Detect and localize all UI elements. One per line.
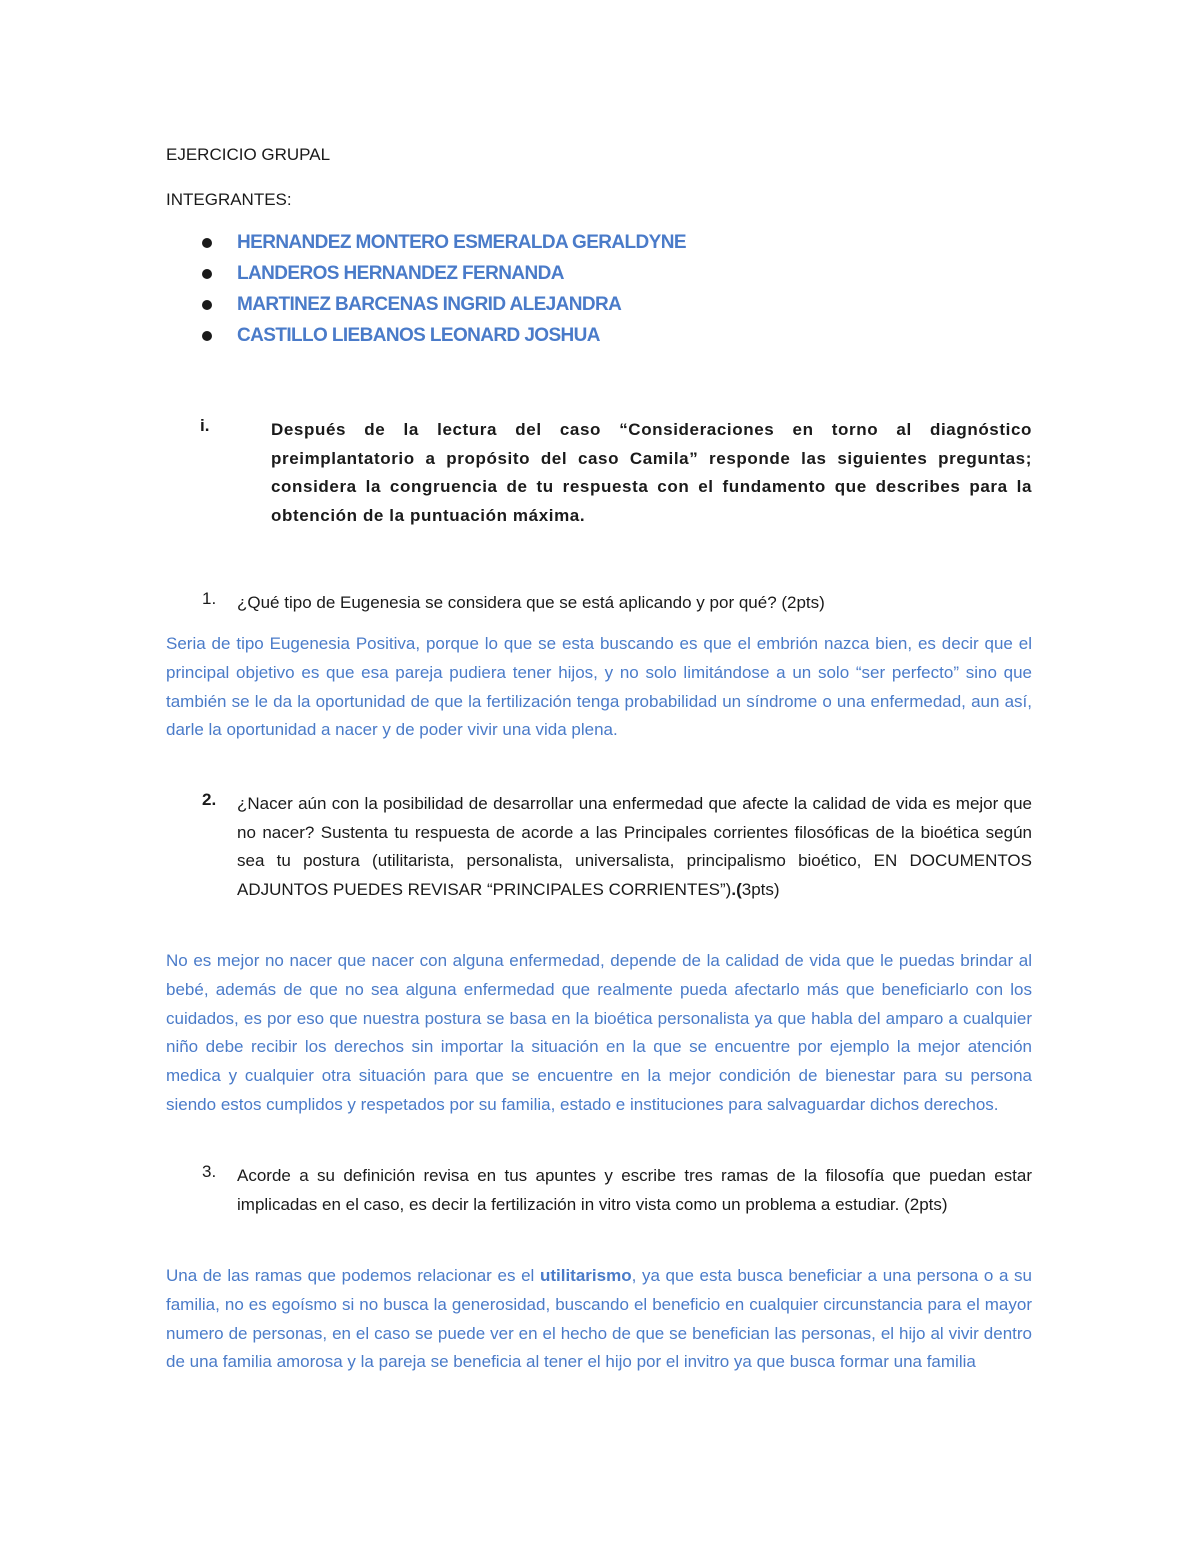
question-number: 2.: [202, 790, 217, 809]
bullet-icon: [202, 331, 212, 341]
list-item: [200, 230, 686, 261]
bullet-icon: [202, 300, 212, 310]
list-item: [200, 292, 686, 323]
answer-1: Seria de tipo Eugenesia Positiva, porque lo que se esta buscando es que el embrión nazca bien, es decir que el principal objetivo es que esa pareja pudiera tener hijos, y no solo limitándose a un solo “ser perfecto” sino que también se le da la oportunidad de que la fertilización tenga probabilidad un síndrome o una enfermedad, aun así, darle la oportunidad a nacer y de poder vivir una vida plena.: [166, 634, 1032, 740]
member-name: CASTILLO LIEBANOS LEONARD JOSHUA: [237, 325, 600, 346]
question-2: [166, 790, 1032, 904]
question-3: [166, 1162, 1032, 1219]
question-number: 3.: [202, 1162, 217, 1181]
answer-text-bold: utilitarismo: [539, 1266, 632, 1285]
member-name: MARTINEZ BARCENAS INGRID ALEJANDRA: [237, 294, 622, 315]
question-text-end: 3pts): [741, 879, 780, 899]
document-title: EJERCICIO GRUPAL: [166, 145, 331, 164]
member-name: LANDEROS HERNANDEZ FERNANDA: [237, 263, 564, 284]
answer-text-pre: Una de las ramas que podemos relacionar es el: [166, 1266, 540, 1285]
members-label: INTEGRANTES:: [166, 190, 292, 209]
member-name: HERNANDEZ MONTERO ESMERALDA GERALDYNE: [237, 232, 686, 253]
question-text-main: ¿Nacer aún con la posibilidad de desarrollar una enfermedad que afecte la calidad de vida es mejor que no nacer? Sustenta tu respuesta de acorde a las Principales corrientes filosóficas de la bioética según sea tu postura (utilitarista, personalista, universalista, principalismo bioético, EN DOCUMENTOS ADJUNTOS PUEDES REVISAR “PRINCIPALES CORRIENTES”): [237, 794, 1032, 899]
instruction-number: i.: [200, 416, 210, 435]
list-item: [200, 261, 686, 292]
question-text: [237, 790, 1032, 904]
answer-text-post: , ya que esta busca beneficiar a una persona o a su familia, no es egoísmo si no busca la generosidad, buscando el beneficio en cualquier circunstancia para el mayor numero de personas, en el caso se puede ver en el hecho de que se benefician las personas, el hijo al vivir dentro de una familia amorosa y la pareja se beneficia al tener el hijo por el invitro ya que busca formar una familia: [166, 1266, 1033, 1372]
instruction-block: [200, 416, 1032, 530]
instruction-text: Después de la lectura del caso “Consideraciones en torno al diagnóstico preimplantatorio a propósito del caso Camila” responde las siguientes preguntas; considera la congruencia de tu respuesta con el fundamento que describes para la obtención de la puntuación máxima.: [271, 420, 1032, 525]
list-item: [200, 323, 686, 354]
question-1: [166, 589, 1032, 618]
bullet-icon: [202, 238, 212, 248]
question-number: 1.: [202, 589, 217, 608]
answer-2: No es mejor no nacer que nacer con alguna enfermedad, depende de la calidad de vida que le puedas brindar al bebé, además de que no sea alguna enfermedad que realmente pueda afectarlo más que beneficiarlo con los cuidados, es por eso que nuestra postura se basa en la bioética personalista ya que habla del amparo a cualquier niño debe recibir los derechos sin importar la situación en la que se encuentre por ejemplo la mejor atención medica y cualquier otra situación para que se encuentre en la mejor condición de bienestar para su persona siendo estos cumplidos y respetados por su familia, estado e instituciones para salvaguardar dichos derechos.: [166, 951, 1032, 1114]
bullet-icon: [202, 269, 212, 279]
question-text-bold: .(: [731, 879, 742, 899]
answer-3: [166, 1262, 1032, 1377]
question-text: ¿Qué tipo de Eugenesia se considera que se está aplicando y por qué? (2pts): [237, 593, 825, 612]
question-text: Acorde a su definición revisa en tus apuntes y escribe tres ramas de la filosofía que puedan estar implicadas en el caso, es decir la fertilización in vitro vista como un problema a estudiar. (2pts): [237, 1166, 1032, 1214]
members-list: [200, 230, 686, 354]
